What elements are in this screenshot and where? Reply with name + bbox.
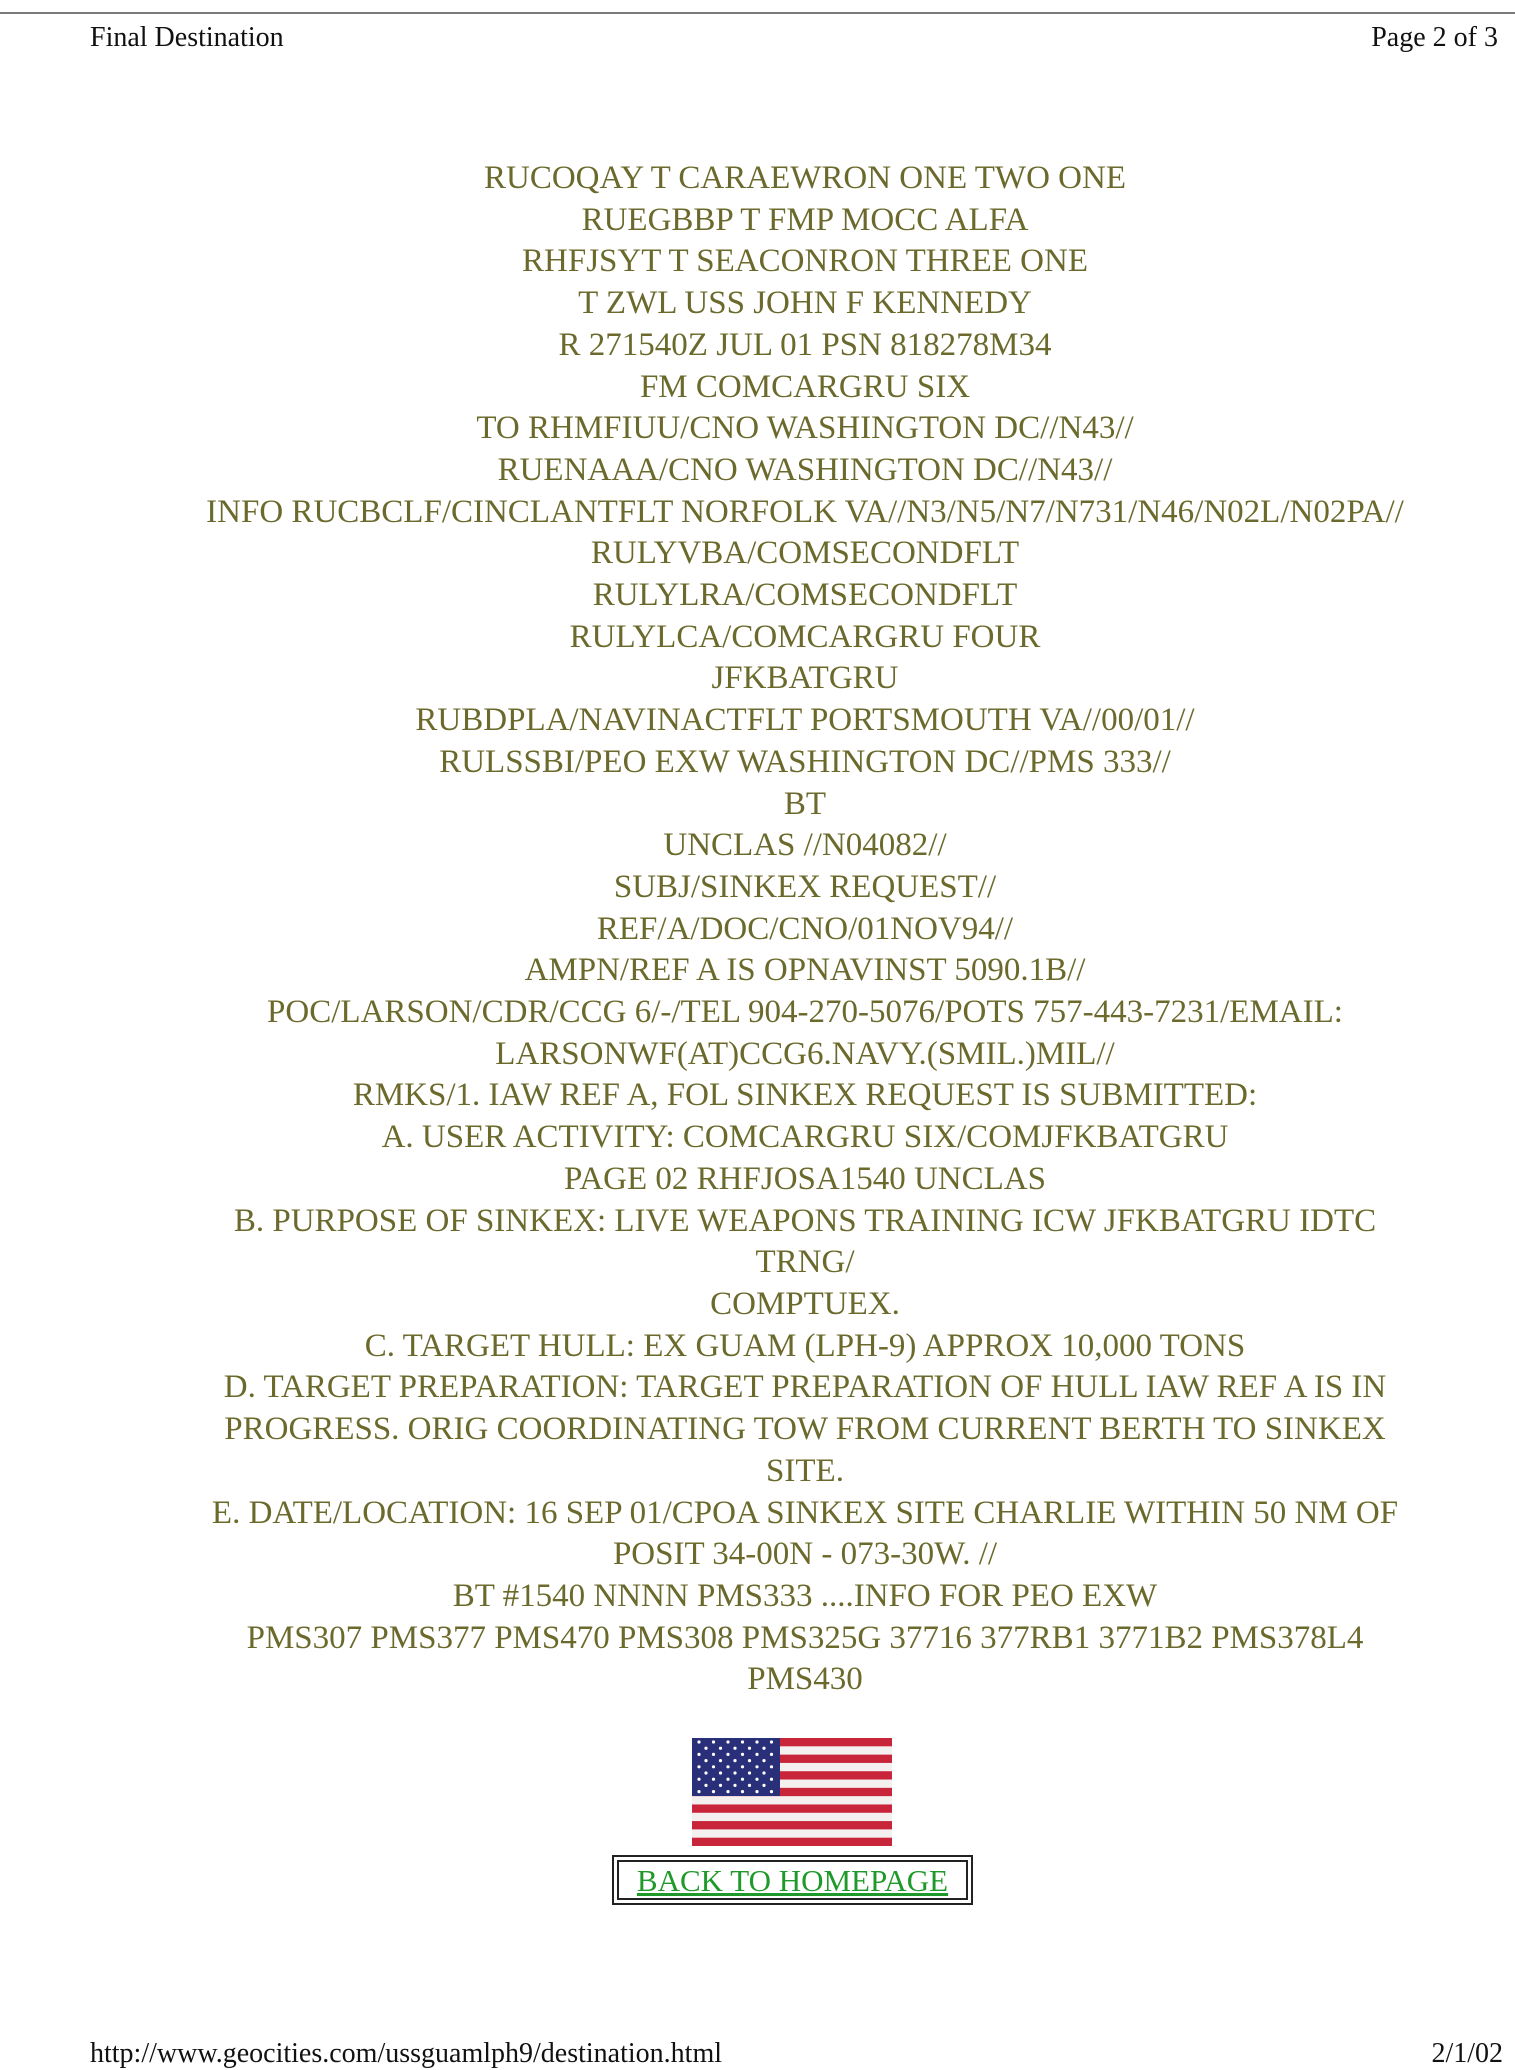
message-line: D. TARGET PREPARATION: TARGET PREPARATION OF HULL IAW REF A IS IN xyxy=(223,1369,1387,1406)
message-line: POC/LARSON/CDR/CCG 6/-/TEL 904-270-5076/POTS 757-443-7231/EMAIL: xyxy=(267,994,1343,1031)
print-date: 2/1/02 xyxy=(1431,2038,1503,2069)
message-line: PROGRESS. ORIG COORDINATING TOW FROM CURRENT BERTH TO SINKEX xyxy=(224,1411,1386,1448)
message-line: COMPTUEX. xyxy=(710,1285,900,1322)
message-line: PAGE 02 RHFJOSA1540 UNCLAS xyxy=(564,1160,1046,1197)
message-line: BT xyxy=(783,785,827,822)
message-line: A. USER ACTIVITY: COMCARGRU SIX/COMJFKBATGRU xyxy=(381,1119,1229,1156)
message-line: RMKS/1. IAW REF A, FOL SINKEX REQUEST IS SUBMITTED: xyxy=(352,1077,1258,1114)
message-line: RUEGBBP T FMP MOCC ALFA xyxy=(581,201,1029,238)
back-to-homepage-link[interactable]: BACK TO HOMEPAGE xyxy=(636,1862,949,1898)
message-line: INFO RUCBCLF/CINCLANTFLT NORFOLK VA//N3/N5/N7/N731/N46/N02L/N02PA// xyxy=(206,493,1404,530)
message-line: JFKBATGRU xyxy=(711,660,899,697)
message-line: SUBJ/SINKEX REQUEST// xyxy=(613,868,997,905)
message-line: AMPN/REF A IS OPNAVINST 5090.1B// xyxy=(524,952,1086,989)
message-line: RUENAAA/CNO WASHINGTON DC//N43// xyxy=(497,451,1113,488)
top-rule xyxy=(0,12,1515,14)
message-line: RUBDPLA/NAVINACTFLT PORTSMOUTH VA//00/01// xyxy=(415,702,1195,739)
page-url: http://www.geocities.com/ussguamlph9/destination.html xyxy=(90,2038,723,2069)
message-line: RULSSBI/PEO EXW WASHINGTON DC//PMS 333// xyxy=(439,743,1171,780)
back-to-homepage-button[interactable] xyxy=(612,1855,973,1905)
message-line: POSIT 34-00N - 073-30W. // xyxy=(612,1536,998,1573)
message-line: UNCLAS //N04082// xyxy=(663,827,947,864)
message-line: E. DATE/LOCATION: 16 SEP 01/CPOA SINKEX SITE CHARLIE WITHIN 50 NM OF xyxy=(211,1494,1399,1531)
message-line: RUCOQAY T CARAEWRON ONE TWO ONE xyxy=(484,160,1126,196)
message-line: TO RHMFIUU/CNO WASHINGTON DC//N43// xyxy=(476,410,1134,447)
message-line: SITE. xyxy=(766,1452,844,1489)
page-title: Final Destination xyxy=(90,22,284,53)
message-line: BT #1540 NNNN PMS333 ....INFO FOR PEO EXW xyxy=(452,1577,1158,1614)
page-number: Page 2 of 3 xyxy=(1371,22,1498,53)
message-line: RULYLCA/COMCARGRU FOUR xyxy=(569,618,1041,655)
message-line: RHFJSYT T SEACONRON THREE ONE xyxy=(522,243,1088,280)
message-line: RULYVBA/COMSECONDFLT xyxy=(590,535,1020,572)
message-line: T ZWL USS JOHN F KENNEDY xyxy=(578,285,1032,322)
american-flag-icon xyxy=(692,1738,892,1846)
message-line: C. TARGET HULL: EX GUAM (LPH-9) APPROX 10,000 TONS xyxy=(364,1327,1246,1364)
message-line: PMS307 PMS377 PMS470 PMS308 PMS325G 37716 377RB1 3771B2 PMS378L4 xyxy=(246,1619,1364,1656)
message-line: B. PURPOSE OF SINKEX: LIVE WEAPONS TRAINING ICW JFKBATGRU IDTC xyxy=(233,1202,1377,1239)
message-line: RULYLRA/COMSECONDFLT xyxy=(592,577,1018,614)
message-line: R 271540Z JUL 01 PSN 818278M34 xyxy=(558,326,1052,363)
message-line: LARSONWF(AT)CCG6.NAVY.(SMIL.)MIL// xyxy=(495,1035,1115,1072)
message-line: FM COMCARGRU SIX xyxy=(639,368,971,405)
message-line: TRNG/ xyxy=(755,1244,855,1281)
message-body xyxy=(90,158,1515,1701)
message-line: REF/A/DOC/CNO/01NOV94// xyxy=(596,910,1014,947)
message-line: PMS430 xyxy=(747,1661,863,1698)
